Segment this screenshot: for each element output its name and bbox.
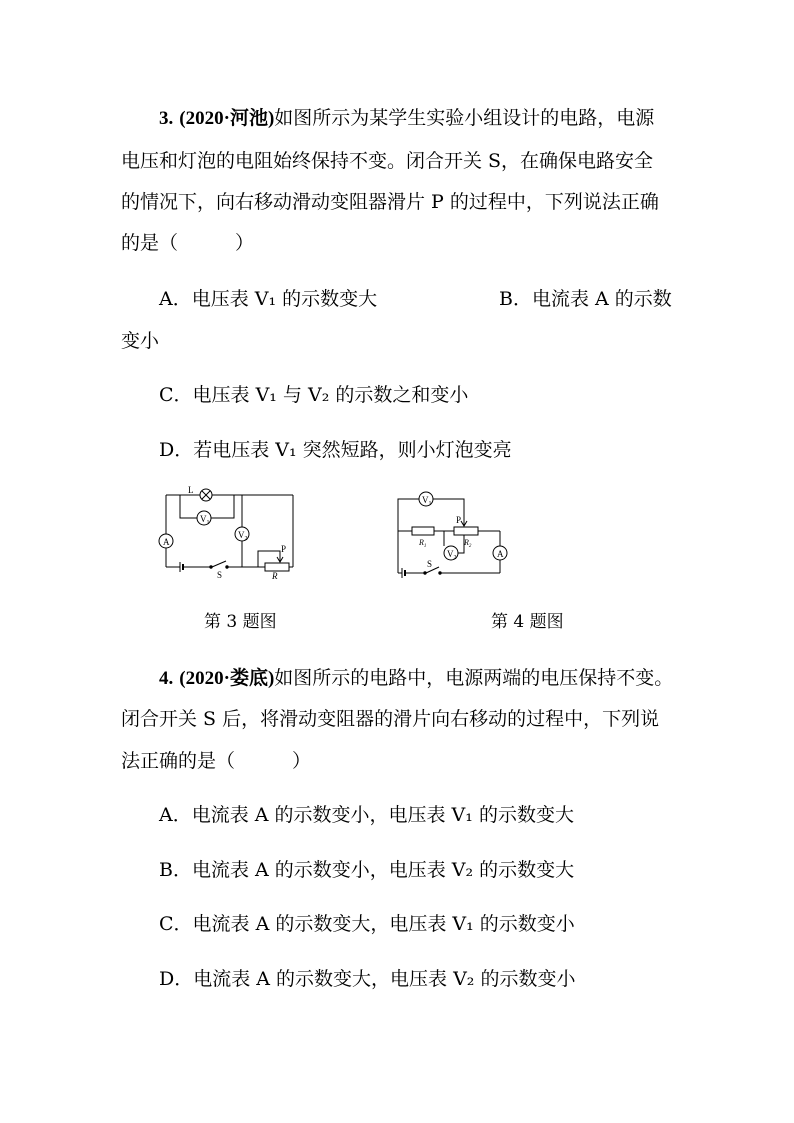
- q3-option-c: C．电压表 V₁ 与 V₂ 的示数之和变小: [159, 384, 469, 406]
- q3-label-slider: P: [281, 544, 287, 554]
- q3-number: 3.: [159, 108, 174, 129]
- q4-number: 4.: [159, 668, 174, 689]
- q3-label-lamp: L: [188, 485, 194, 495]
- q3-line-3: 的情况下，向右移动滑动变阻器滑片 P 的过程中，下列说法正确: [121, 191, 659, 213]
- q4-label-r2: $R_2$: [464, 538, 472, 549]
- q4-option-d: D．电流表 A 的示数变大，电压表 V₂ 的示数变小: [159, 968, 576, 990]
- q4-line-3: 法正确的是（ ）: [121, 750, 312, 772]
- q4-label-v1: $V_1$: [422, 495, 432, 507]
- q3-line-4: 的是（ ）: [121, 232, 255, 254]
- q3-label-rheostat: R: [272, 571, 278, 580]
- q4-label-switch: S: [427, 559, 433, 569]
- q4-option-c: C．电流表 A 的示数变大，电压表 V₁ 的示数变小: [159, 913, 575, 935]
- q4-option-a: A．电流表 A 的示数变小，电压表 V₁ 的示数变大: [159, 804, 574, 826]
- q4-figure-caption: 第 4 题图: [491, 612, 564, 632]
- q3-circuit-diagram: [150, 485, 300, 580]
- q3-option-b-line1: B．电流表 A 的示数: [499, 288, 672, 310]
- q4-label-v2: $V_2$: [447, 549, 457, 561]
- q3-label-v2: $V_2$: [238, 530, 248, 542]
- q4-label-slider: P: [456, 515, 462, 525]
- q4-source: (2020·娄底): [179, 668, 275, 689]
- q3-line-2: 电压和灯泡的电阻始终保持不变。闭合开关 S，在确保电路安全: [121, 150, 654, 172]
- q3-label-ammeter: A: [163, 537, 170, 547]
- q4-line1-text: 如图所示的电路中，电源两端的电压保持不变。: [274, 667, 674, 689]
- q4-circuit-diagram: [390, 485, 520, 580]
- q3-line-1: [159, 106, 654, 131]
- q4-line-2: 闭合开关 S 后，将滑动变阻器的滑片向右移动的过程中，下列说: [121, 708, 660, 730]
- q4-label-ammeter: A: [497, 549, 504, 559]
- q3-figure-caption: 第 3 题图: [204, 612, 277, 632]
- q3-option-b-line2: 变小: [121, 330, 160, 352]
- q4-line-1: [159, 666, 673, 691]
- q3-line1-text: 如图所示为某学生实验小组设计的电路，电源: [274, 107, 655, 129]
- q3-source: (2020·河池): [179, 108, 275, 129]
- q4-option-b: B．电流表 A 的示数变小，电压表 V₂ 的示数变大: [159, 859, 575, 881]
- q3-option-d: D．若电压表 V₁ 突然短路，则小灯泡变亮: [159, 439, 512, 461]
- q3-option-a: A．电压表 V₁ 的示数变大: [159, 288, 378, 310]
- q3-label-v1: $V_1$: [200, 514, 210, 526]
- q3-label-switch: S: [217, 570, 223, 580]
- q4-label-r1: $R_1$: [419, 538, 427, 549]
